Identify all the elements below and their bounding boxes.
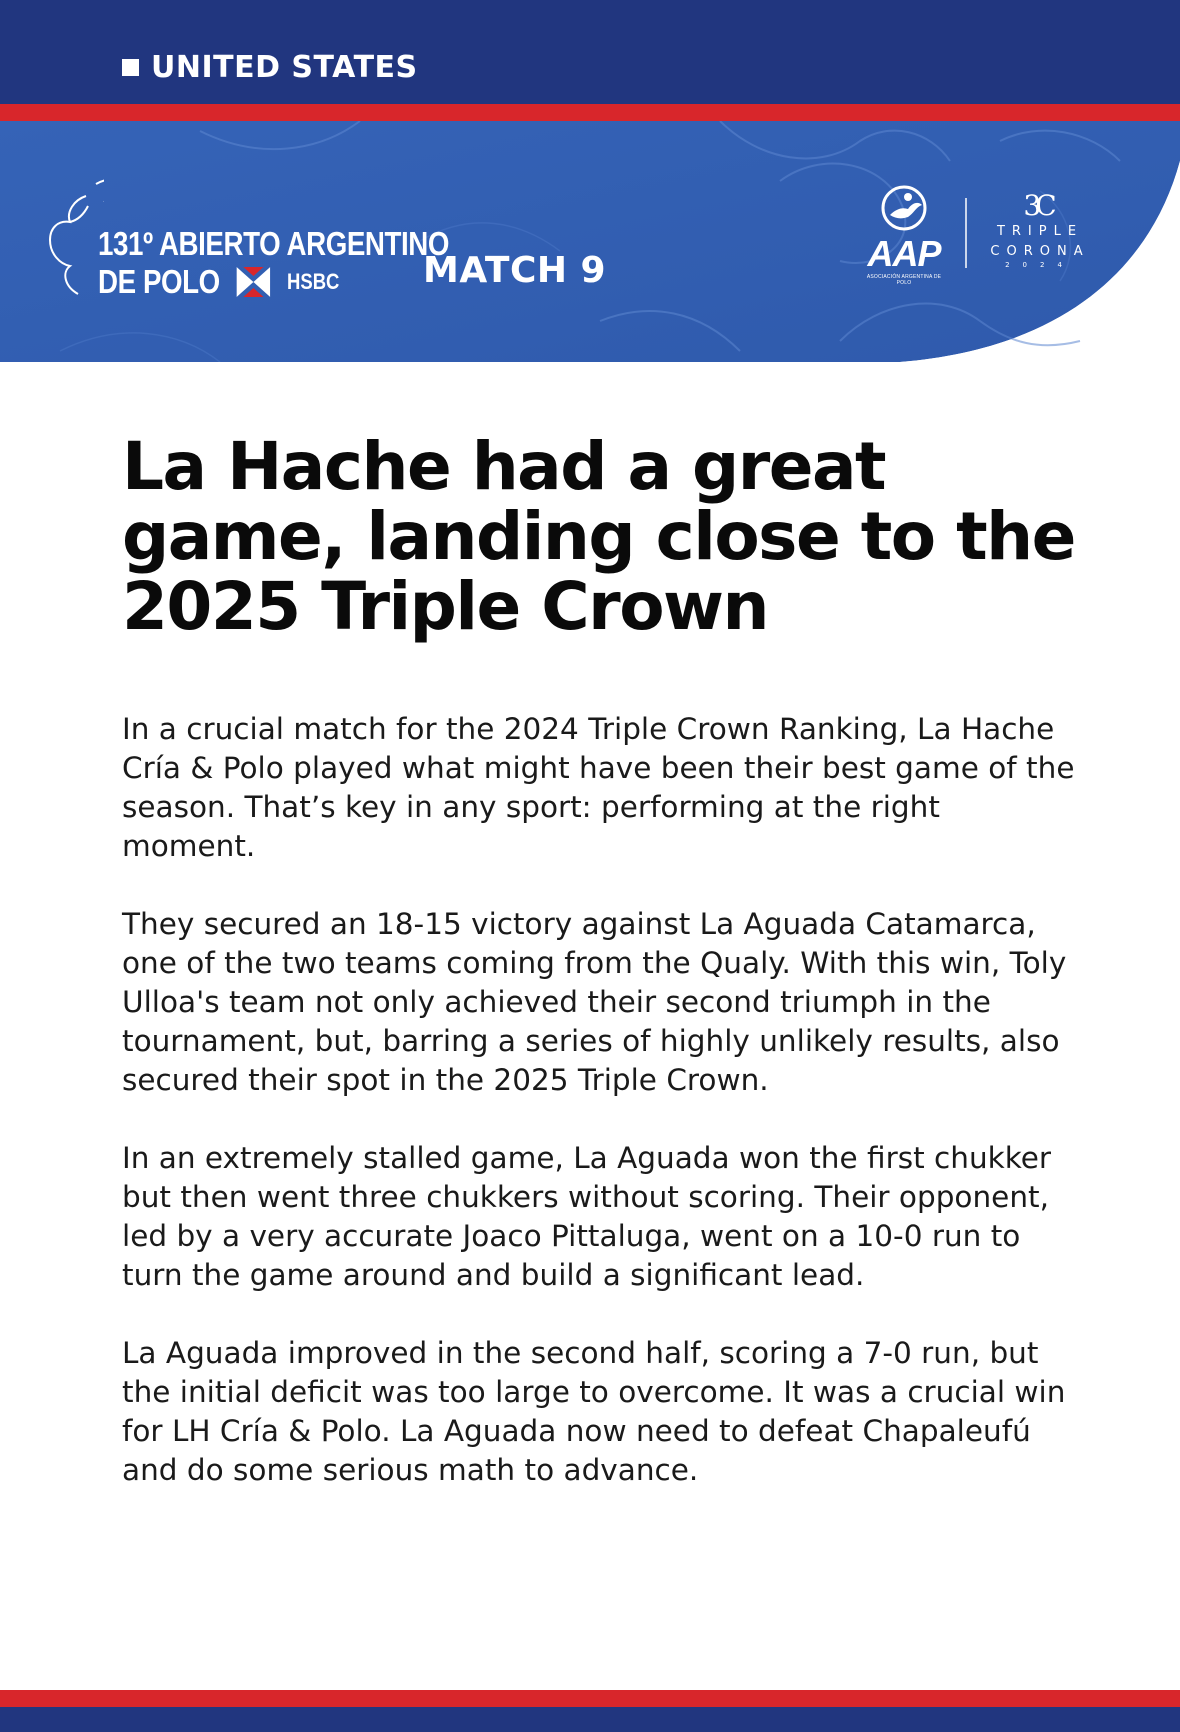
article-headline: La Hache had a great game, landing close to the 2025 Triple Crown xyxy=(122,428,1075,645)
tournament-logo xyxy=(98,225,449,301)
square-bullet-icon xyxy=(122,59,139,76)
top-red-stripe xyxy=(0,104,1180,121)
match-number-label: MATCH 9 xyxy=(423,250,607,291)
polo-trophy-emblem-icon xyxy=(44,162,104,302)
polo-rider-icon xyxy=(878,185,930,231)
article-paragraph: La Aguada improved in the second half, scoring a 7-0 run, but the initial deficit was too large to overcome. It was a crucial win for LH Cría & Polo. La Aguada now need to defeat Chapaleufú and do some serious math to advance. xyxy=(122,1336,1066,1487)
bottom-navy-bar xyxy=(0,1707,1180,1732)
aap-logo xyxy=(860,185,948,286)
country-label xyxy=(122,50,418,85)
triple-corona-logo xyxy=(985,189,1095,270)
article-body xyxy=(122,710,1082,1529)
hsbc-hexagon-icon xyxy=(237,267,271,297)
article-paragraph: In an extremely stalled game, La Aguada won the first chukker but then went three chukkers without scoring. Their opponent, led by a very accurate Joaco Pittaluga, went on a 10-0 run to turn the game around and build a significant lead. xyxy=(122,1141,1052,1292)
tournament-title-line1: 131º ABIERTO ARGENTINO xyxy=(98,225,450,262)
triple-corona-mark: 3C xyxy=(1023,189,1051,222)
article-paragraph: They secured an 18-15 victory against La Aguada Catamarca, one of the two teams coming from the Qualy. With this win, Toly Ulloa's team not only achieved their second triumph in the tournament, but, barring a series of highly unlikely results, also secured their spot in the 2025 Triple Crown. xyxy=(122,907,1067,1097)
triple-corona-year: 2024 xyxy=(1005,261,1075,269)
article-paragraph: In a crucial match for the 2024 Triple Crown Ranking, La Hache Cría & Polo played what might have been their best game of the season. That’s key in any sport: performing at the right moment. xyxy=(122,712,1075,863)
sponsor-label: HSBC xyxy=(287,269,340,294)
aap-logo-text: AAP xyxy=(867,233,941,274)
logo-divider xyxy=(965,198,967,268)
top-header-bar xyxy=(0,0,1180,104)
triple-corona-line1: TRIPLE xyxy=(996,224,1084,239)
country-text: UNITED STATES xyxy=(151,50,418,85)
triple-corona-line2: CORONA xyxy=(990,244,1090,259)
tournament-title-line2: DE POLO xyxy=(98,263,220,300)
aap-subtitle: ASOCIACIÓN ARGENTINA DE POLO xyxy=(866,274,942,286)
bottom-red-stripe xyxy=(0,1690,1180,1707)
